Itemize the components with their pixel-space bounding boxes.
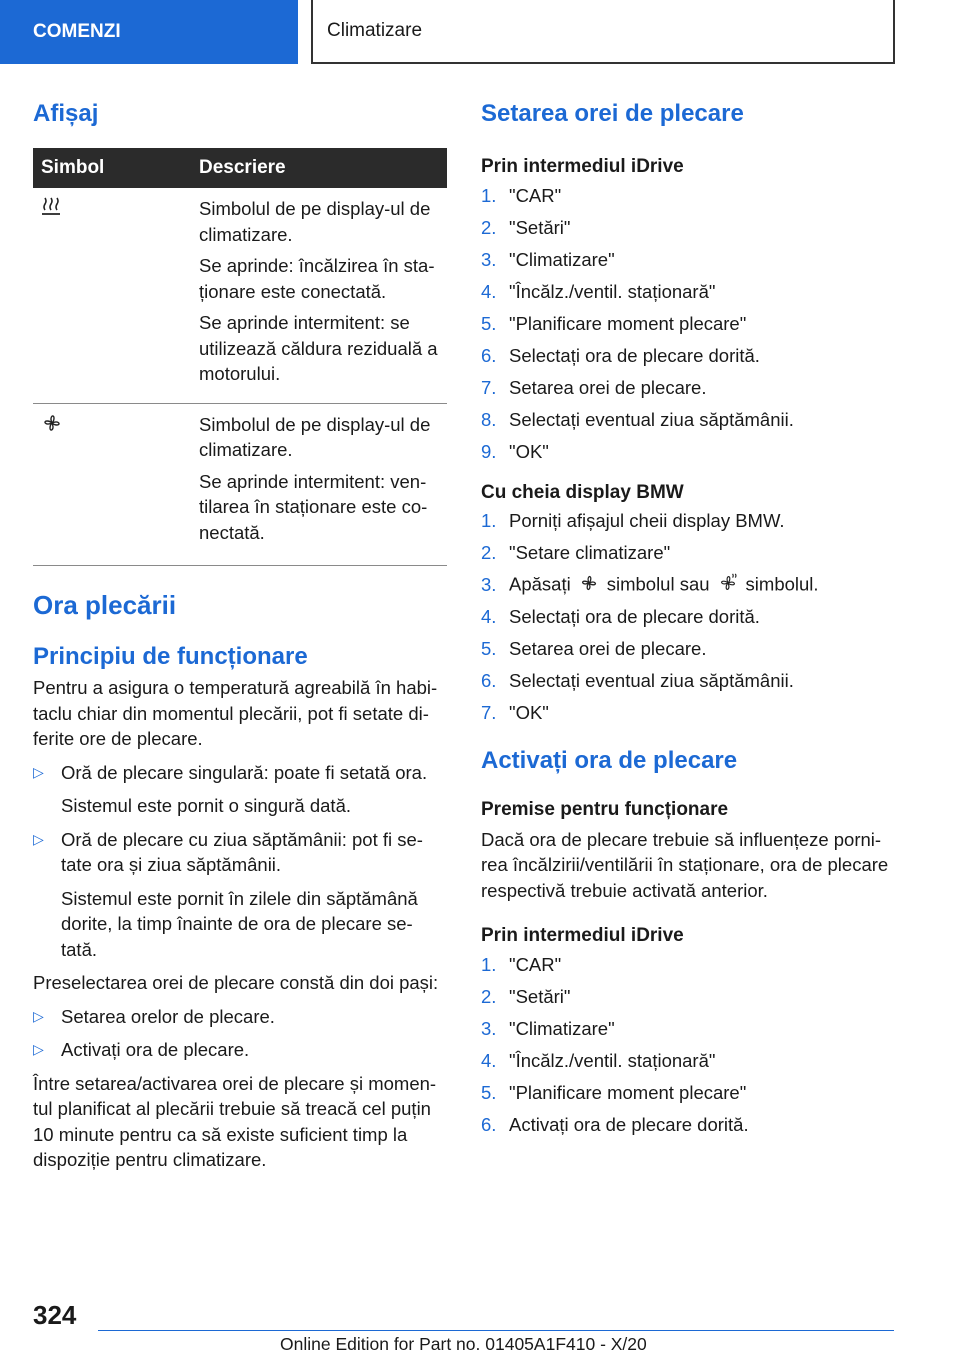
key-subheading: Cu cheia display BMW — [481, 481, 684, 503]
step-text: "Setări" — [509, 985, 571, 1007]
right-column — [481, 100, 901, 1141]
step-number: 6. — [481, 670, 497, 691]
step-text: "Setări" — [509, 216, 571, 238]
step-number: 2. — [481, 542, 497, 563]
key-steps — [481, 505, 901, 729]
step-number: 4. — [481, 280, 497, 302]
list-item — [33, 760, 447, 786]
step-text: Selectați eventual ziua săptămânii. — [509, 408, 794, 430]
step-number: 6. — [481, 344, 497, 366]
list-item — [33, 827, 447, 878]
list-item — [481, 1045, 901, 1077]
list-item — [481, 244, 901, 276]
step-text: "Planificare moment plecare" — [509, 1081, 747, 1103]
table-cell-text: Se aprinde: încălzirea în sta-ționare este conectată. — [199, 255, 435, 302]
step-text: "CAR" — [509, 184, 562, 206]
list-item — [481, 633, 901, 665]
left-column — [33, 100, 447, 1173]
step-text: Setarea orei de plecare. — [509, 376, 707, 398]
fan-icon — [579, 573, 599, 598]
header-section-label: COMENZI — [0, 0, 298, 64]
table-cell-text: Simbolul de pe display-ul de climatizare. — [199, 413, 431, 460]
triangle-bullet-icon: ▷ — [33, 830, 44, 847]
list-item — [33, 1004, 447, 1030]
heating-icon — [33, 196, 199, 393]
bullet-text: Oră de plecare cu ziua săptămânii: pot fi se-tate ora și ziua săptămânii. — [61, 828, 423, 875]
col-symbol-header: Simbol — [41, 157, 105, 178]
step-text: Selectați ora de plecare dorită. — [509, 606, 760, 627]
list-item — [481, 212, 901, 244]
list-item — [481, 180, 901, 212]
step-text: "Planificare moment plecare" — [509, 312, 747, 334]
list-item — [33, 1037, 447, 1063]
step-number: 2. — [481, 216, 497, 238]
table-cell-text: Se aprinde intermitent: ven-tilarea în staționare este co-nectată. — [199, 470, 428, 543]
step-text: "Setare climatizare" — [509, 542, 671, 563]
step-number: 5. — [481, 1081, 497, 1103]
preselect-paragraph: Preselectarea orei de plecare constă din doi pași: — [33, 972, 439, 993]
bullet-note: Sistemul este pornit o singură dată. — [61, 795, 351, 816]
bullet-note: Sistemul este pornit în zilele din săptămână dorite, la timp înainte de ora de plecare se-tată. — [61, 887, 418, 960]
list-item — [481, 665, 901, 697]
step-text: "Încălz./ventil. staționară" — [509, 280, 716, 302]
list-item — [481, 1077, 901, 1109]
fan-heat-icon — [718, 573, 738, 598]
step-number: 2. — [481, 985, 497, 1007]
step-text: "Climatizare" — [509, 1017, 615, 1039]
step-number: 1. — [481, 953, 497, 975]
step-number: 5. — [481, 312, 497, 334]
symbol-table-header — [33, 148, 447, 188]
intro-paragraph: Pentru a asigura o temperatură agreabilă în habi-taclu chiar din momentul plecării, pot fi setate di-ferite ore de plecare. — [33, 677, 438, 749]
step-text: "Încălz./ventil. staționară" — [509, 1049, 716, 1071]
step-text: "CAR" — [509, 953, 562, 975]
footer-edition: Online Edition for Part no. 01405A1F410 - X/20 — [280, 1334, 647, 1354]
page-number: 324 — [33, 1300, 77, 1330]
list-item — [481, 697, 901, 729]
step-number: 1. — [481, 184, 497, 206]
ora-plecarii-heading: Ora plecării — [33, 590, 177, 620]
closing-paragraph: Între setarea/activarea orei de plecare și momen-tul planificat al plecării trebuie să treacă cel puțin 10 minute pentru ca să existe suficient timp la dispoziție pentru climatizare. — [33, 1072, 437, 1170]
list-item — [481, 276, 901, 308]
step-text: "OK" — [509, 440, 549, 462]
step-number: 6. — [481, 1113, 497, 1135]
table-cell-text: Se aprinde intermitent: se utilizează căldura reziduală a motorului. — [199, 312, 438, 384]
premise-paragraph: Dacă ora de plecare trebuie să influențeze porni-rea încălzirii/ventilării în staționare, ora de plecare respectivă trebuie activată anterior. — [481, 828, 889, 901]
afisaj-heading: Afișaj — [33, 100, 99, 127]
step-text-part: simbolul sau — [606, 572, 710, 594]
idrive-steps — [481, 180, 901, 468]
idrive2-subheading: Prin intermediul iDrive — [481, 925, 684, 946]
table-row — [33, 188, 447, 403]
header-chapter-title: Climatizare — [311, 0, 895, 64]
step-number: 3. — [481, 1017, 497, 1039]
table-divider — [33, 565, 447, 566]
step-number: 3. — [481, 574, 497, 595]
step-text-part: Apăsați — [509, 572, 571, 594]
step-text: Porniți afișajul cheii display BMW. — [509, 510, 785, 531]
footer-divider — [98, 1330, 894, 1331]
premise-subheading: Premise pentru funcționare — [481, 799, 729, 820]
list-item — [481, 1013, 901, 1045]
step-number: 1. — [481, 510, 497, 531]
activati-heading: Activați ora de plecare — [481, 747, 738, 774]
step-text: "OK" — [509, 702, 549, 723]
step-number: 5. — [481, 638, 497, 659]
list-item — [481, 308, 901, 340]
step-text: Activați ora de plecare dorită. — [509, 1113, 749, 1135]
bullet-text: Activați ora de plecare. — [61, 1039, 250, 1060]
bullet-text: Setarea orelor de plecare. — [61, 1005, 275, 1027]
col-desc-header: Descriere — [199, 157, 286, 178]
step-text: "Climatizare" — [509, 248, 615, 270]
list-item — [481, 1109, 901, 1141]
step-text: Selectați ora de plecare dorită. — [509, 344, 760, 366]
list-item — [481, 404, 901, 436]
step-text: Setarea orei de plecare. — [509, 638, 707, 659]
fan-icon — [33, 412, 199, 552]
step-number: 4. — [481, 606, 497, 627]
step-text — [509, 573, 819, 598]
step-number: 8. — [481, 408, 497, 430]
list-item — [481, 537, 901, 569]
triangle-bullet-icon: ▷ — [33, 1041, 44, 1057]
list-item — [481, 340, 901, 372]
bullet-text: Oră de plecare singulară: poate fi setată ora. — [61, 761, 428, 783]
list-item — [481, 949, 901, 981]
step-number: 7. — [481, 376, 497, 398]
step-text: Selectați eventual ziua săptămânii. — [509, 670, 794, 691]
step-number: 4. — [481, 1049, 497, 1071]
idrive-subheading: Prin intermediul iDrive — [481, 156, 684, 177]
setarea-heading: Setarea orei de plecare — [481, 100, 744, 127]
list-item — [481, 436, 901, 468]
list-item — [481, 372, 901, 404]
step-text-part: simbolul. — [745, 572, 819, 594]
step-number: 9. — [481, 440, 497, 462]
step-number: 7. — [481, 702, 497, 723]
list-item — [481, 505, 901, 537]
list-item — [481, 981, 901, 1013]
table-cell-text: Simbolul de pe display-ul de climatizare. — [199, 198, 431, 245]
triangle-bullet-icon: ▷ — [33, 1007, 44, 1024]
list-item — [481, 569, 901, 601]
list-item — [481, 601, 901, 633]
principiu-heading: Principiu de funcționare — [33, 643, 308, 670]
idrive2-steps — [481, 949, 901, 1141]
step-number: 3. — [481, 248, 497, 270]
table-row — [33, 404, 447, 562]
triangle-bullet-icon: ▷ — [33, 763, 44, 780]
